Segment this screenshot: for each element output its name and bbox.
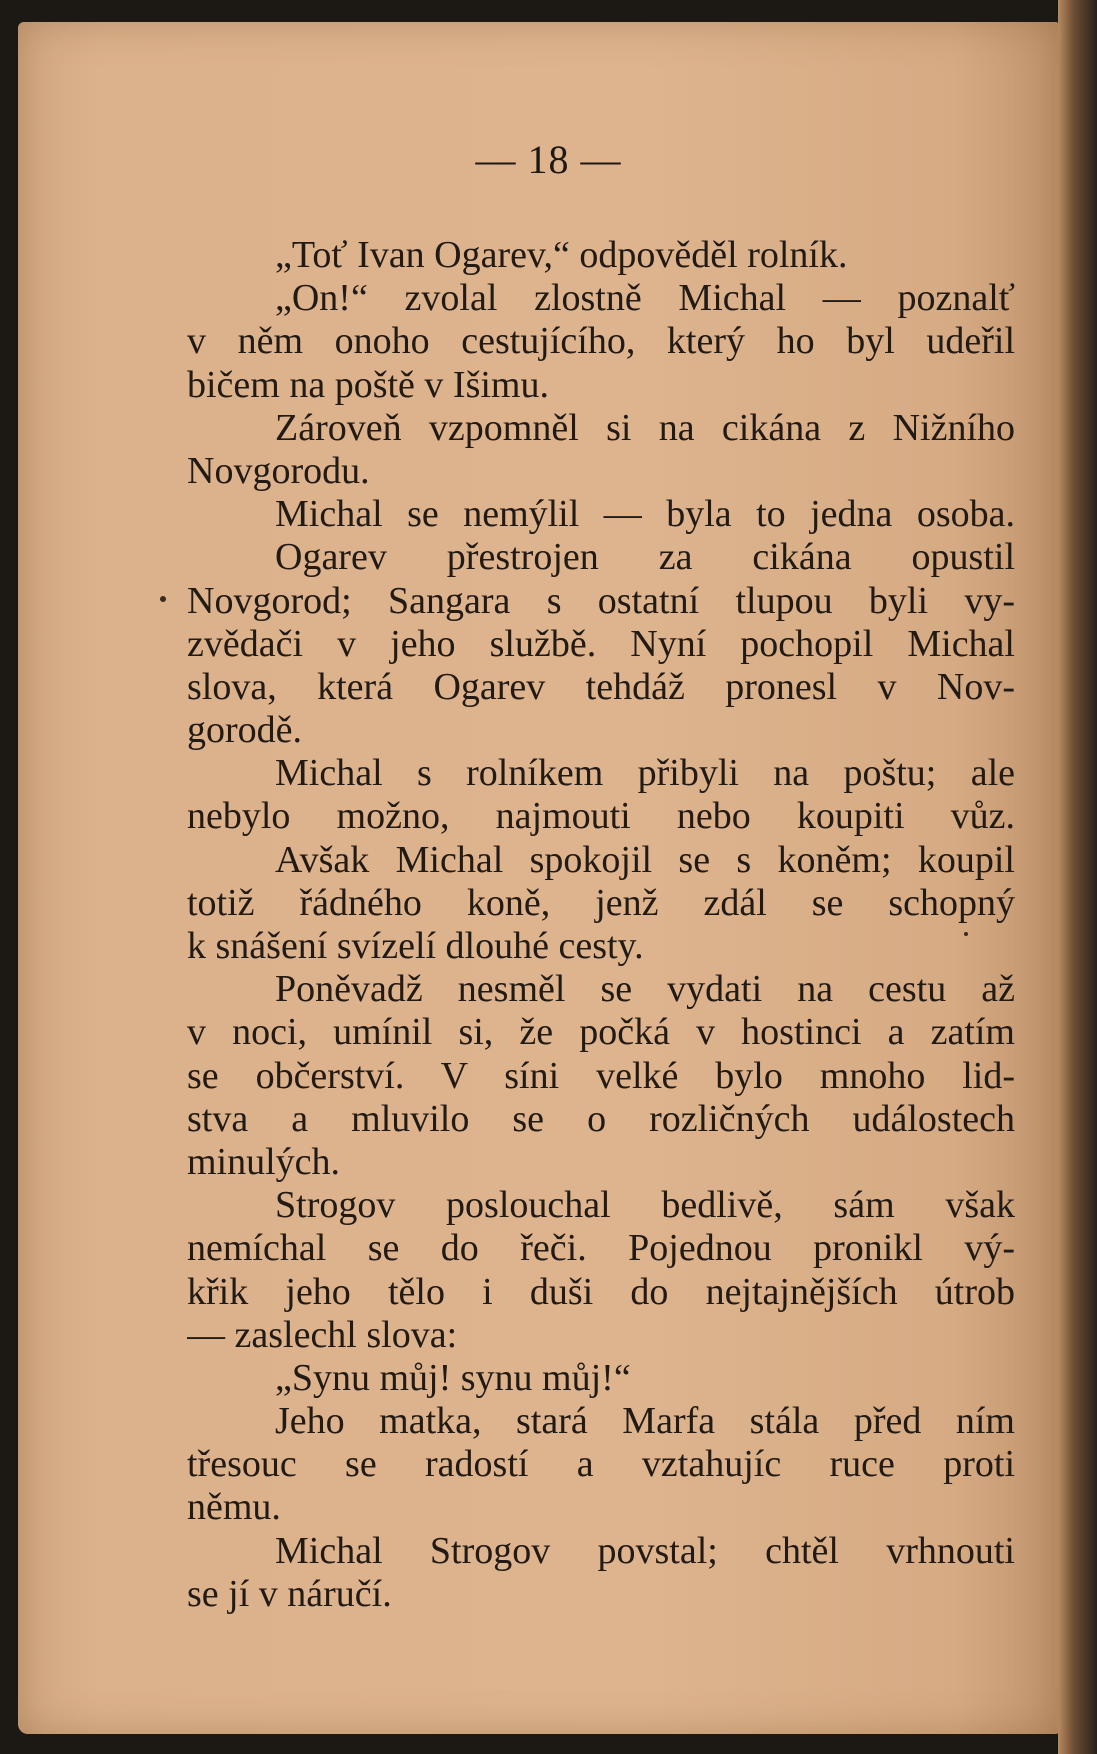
ink-speck bbox=[964, 932, 968, 936]
text-line: gorodě. bbox=[187, 709, 303, 752]
text-line: stva a mluvilo se o rozličných událostech bbox=[187, 1097, 1015, 1140]
text-line: Michal se nemýlil — byla to jedna osoba. bbox=[275, 493, 1015, 536]
text-line: křik jeho tělo i duši do nejtajnějších útrob bbox=[187, 1270, 1015, 1313]
text-line: Ogarev přestrojen za cikána opustil bbox=[275, 536, 1015, 579]
text-line: „Synu můj! synu můj!“ bbox=[275, 1356, 631, 1399]
text-line: k snášení svízelí dlouhé cesty. bbox=[187, 925, 644, 967]
text-line: němu. bbox=[187, 1486, 281, 1529]
text-line: Avšak Michal spokojil se s koněm; koupil bbox=[275, 838, 1015, 881]
text-line: se jí v náručí. bbox=[187, 1572, 392, 1615]
text-line: nemíchal se do řeči. Pojednou pronikl vý- bbox=[187, 1227, 1015, 1270]
text-line: Novgorodu. bbox=[187, 449, 370, 492]
text-line: nebylo možno, najmouti nebo koupiti vůz. bbox=[187, 795, 1015, 838]
text-line: se občerství. V síni velké bylo mnoho lid- bbox=[187, 1054, 1015, 1097]
text-line: Jeho matka, stará Marfa stála před ním bbox=[275, 1400, 1015, 1443]
text-line: v něm onoho cestujícího, který ho byl udeřil bbox=[187, 320, 1015, 363]
text-line: „On!“ zvolal zlostně Michal — poznalť bbox=[275, 277, 1015, 320]
text-line: v noci, umínil si, že počká v hostinci a zatím bbox=[187, 1011, 1015, 1054]
text-line: Zároveň vzpomněl si na cikána z Nižního bbox=[275, 406, 1015, 449]
page-number: — 18 — bbox=[475, 137, 622, 182]
text-line: Novgorod; Sangara s ostatní tlupou byli vy- bbox=[187, 579, 1015, 622]
text-line: minulých. bbox=[187, 1140, 341, 1183]
text-line: Michal Strogov povstal; chtěl vrhnouti bbox=[275, 1529, 1015, 1572]
ink-speck bbox=[160, 596, 166, 602]
text-line: bičem na poště v Išimu. bbox=[187, 363, 549, 406]
text-line: „Toť Ivan Ogarev,“ odpověděl rolník. bbox=[275, 234, 848, 276]
text-line: zvědači v jeho službě. Nyní pochopil Michal bbox=[187, 622, 1015, 665]
text-line: Strogov poslouchal bedlivě, sám však bbox=[275, 1184, 1015, 1227]
text-line: slova, která Ogarev tehdáž pronesl v Nov- bbox=[187, 665, 1015, 708]
text-line: třesouc se radostí a vztahujíc ruce proti bbox=[187, 1443, 1015, 1486]
text-line: totiž řádného koně, jenž zdál se schopný bbox=[187, 881, 1015, 924]
text-line: — zaslechl slova: bbox=[187, 1313, 458, 1356]
body-text bbox=[187, 234, 1015, 1616]
text-line: Michal s rolníkem přibyli na poštu; ale bbox=[275, 752, 1015, 795]
text-line: Poněvadž nesměl se vydati na cestu až bbox=[275, 968, 1015, 1011]
book-spine-edge bbox=[1058, 0, 1097, 1754]
